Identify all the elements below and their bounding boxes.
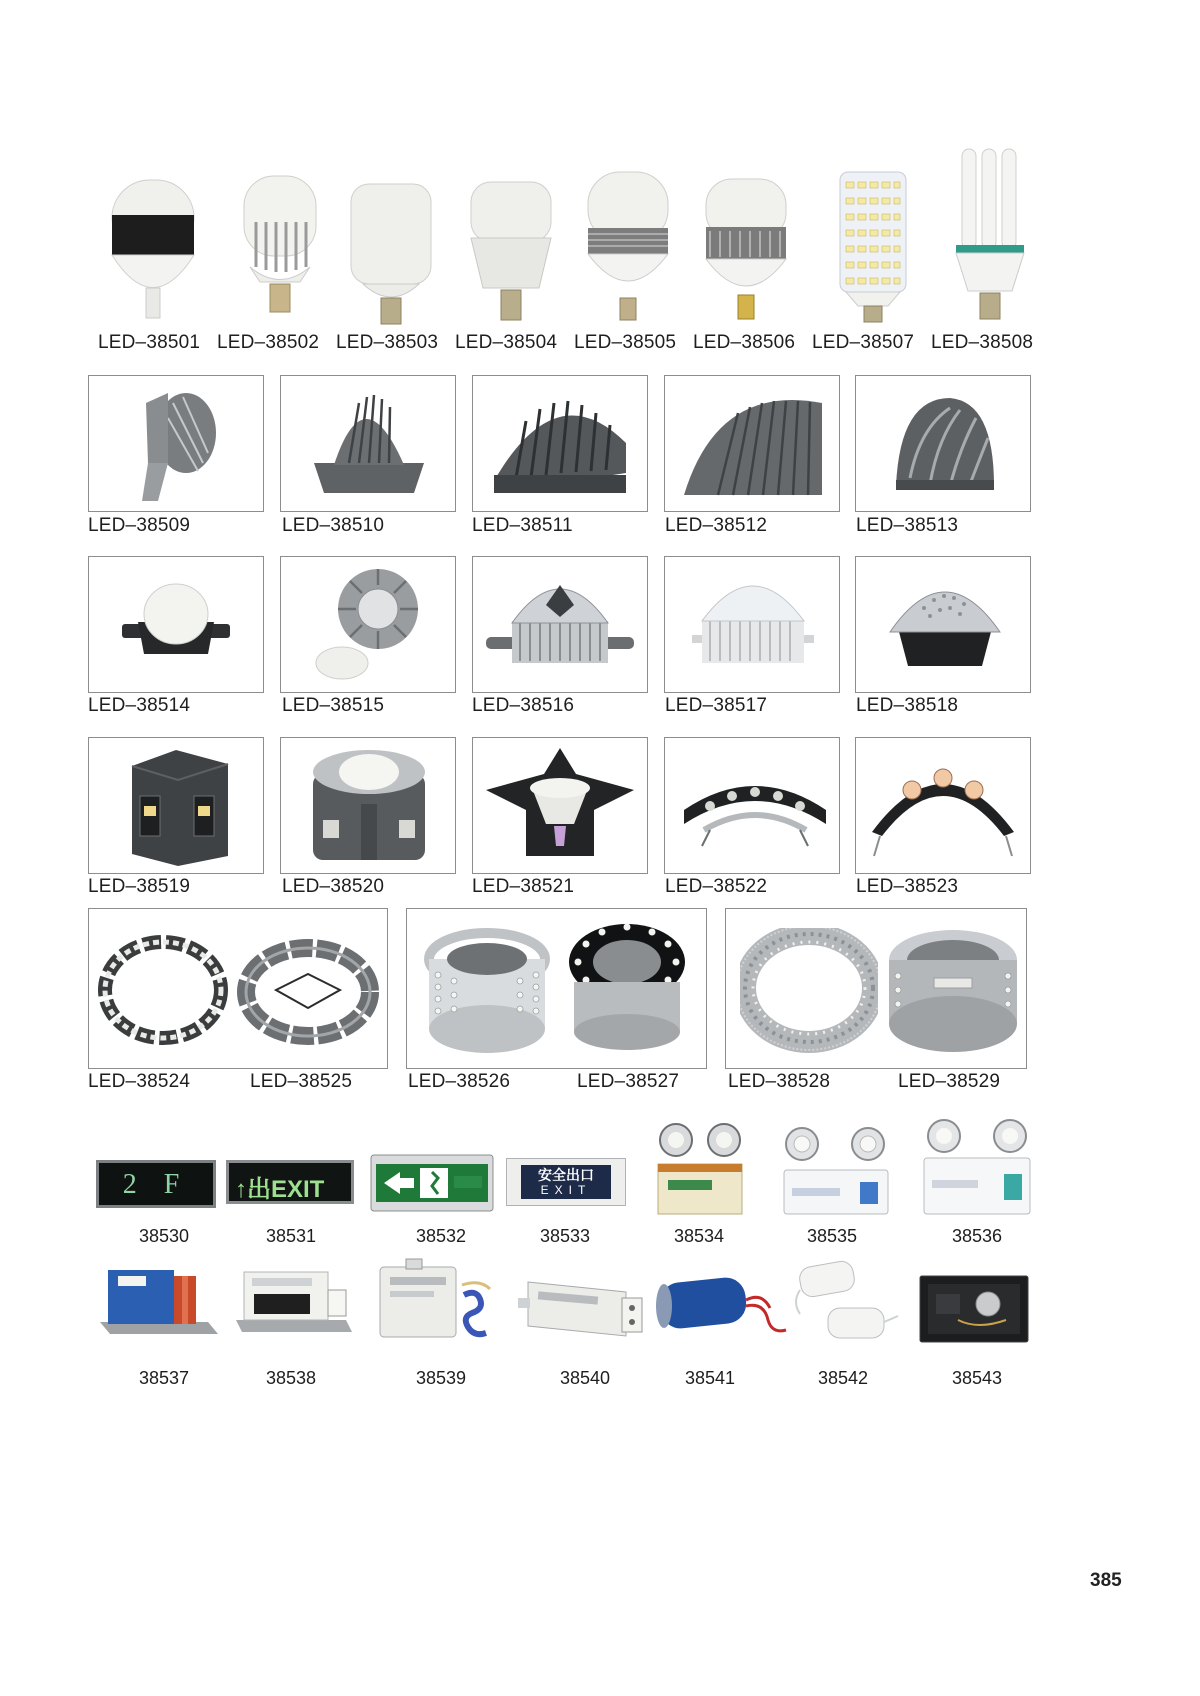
capacitor-38541-image (650, 1272, 790, 1344)
fixture-38512-image (678, 383, 828, 505)
product-code-label: LED–38520 (282, 876, 385, 897)
product-code-label: LED–38512 (665, 515, 768, 536)
product-code-label: LED–38529 (898, 1071, 1001, 1092)
fixture-38523-image (868, 760, 1018, 860)
product-code-label: LED–38509 (88, 515, 191, 536)
product-code-label: LED–38523 (856, 876, 959, 897)
ballast-code-label: 38542 (817, 1368, 869, 1388)
emergency-light-38534-image (654, 1122, 746, 1218)
ballast-code-label: 38540 (559, 1368, 611, 1388)
exit-sign-en: EXIT (540, 1183, 592, 1197)
sign-code-label: 38530 (138, 1226, 190, 1246)
product-code-label: LED–38510 (282, 515, 385, 536)
fixture-38509-image (128, 383, 228, 505)
sign-code-label: 38533 (539, 1226, 591, 1246)
fixture-38518-image (884, 568, 1006, 680)
sign-code-label: 38531 (265, 1226, 317, 1246)
product-code-label: LED–38522 (665, 876, 768, 897)
bulb-38502-image (230, 172, 330, 327)
exit-sign-38532-image (370, 1154, 494, 1212)
fixture-38521-image (482, 744, 638, 868)
bulb-38507-image (832, 168, 914, 326)
exit-sign-text: ↑出EXIT (235, 1176, 325, 1203)
bulb-38505-image (582, 168, 674, 328)
capacitor-38542-image (786, 1256, 902, 1352)
fixture-38514-image (116, 572, 236, 672)
ballast-38539-image (376, 1255, 506, 1355)
sign-code-label: 38535 (806, 1226, 858, 1246)
product-code-label: LED–38521 (472, 876, 575, 897)
bulb-code-label: LED–38506 (693, 332, 796, 353)
ring-38527-image (566, 922, 688, 1054)
product-code-label: LED–38514 (88, 695, 191, 716)
floor-sign-text: 2 F (122, 1169, 190, 1200)
ballast-code-label: 38539 (415, 1368, 467, 1388)
fixture-38517-image (684, 565, 822, 683)
exit-sign-panel (521, 1165, 611, 1199)
ballast-code-label: 38541 (684, 1368, 736, 1388)
exit-sign-zh: 安全出口 (538, 1168, 594, 1184)
ring-38524-image (96, 930, 230, 1050)
product-code-label: LED–38526 (408, 1071, 511, 1092)
product-code-label: LED–38527 (577, 1071, 680, 1092)
ballast-38537-image (98, 1262, 220, 1346)
ignitor-box-38543-image (918, 1274, 1030, 1346)
fixture-38510-image (304, 383, 434, 505)
bulb-code-label: LED–38508 (931, 332, 1034, 353)
bulb-code-label: LED–38507 (812, 332, 915, 353)
product-code-label: LED–38518 (856, 695, 959, 716)
product-code-label: LED–38513 (856, 515, 959, 536)
ballast-38540-image (514, 1272, 646, 1348)
product-code-label: LED–38517 (665, 695, 768, 716)
product-code-label: LED–38511 (472, 515, 573, 536)
ring-38526-image (424, 925, 550, 1057)
ballast-code-label: 38537 (138, 1368, 190, 1388)
page-number: 385 (1090, 1570, 1122, 1591)
ballast-code-label: 38538 (265, 1368, 317, 1388)
bulb-code-label: LED–38504 (455, 332, 558, 353)
bulb-38504-image (465, 178, 557, 328)
product-code-label: LED–38525 (250, 1071, 353, 1092)
fixture-38519-image (118, 744, 238, 868)
sign-code-label: 38532 (415, 1226, 467, 1246)
bulb-38506-image (700, 175, 792, 325)
exit-sign-38533-image (506, 1158, 626, 1206)
sign-code-label: 38536 (951, 1226, 1003, 1246)
bulb-code-label: LED–38505 (574, 332, 677, 353)
fixture-38513-image (890, 388, 1000, 500)
bulb-code-label: LED–38503 (336, 332, 439, 353)
fixture-38515-image (300, 565, 440, 683)
bulb-code-label: LED–38501 (98, 332, 201, 353)
emergency-light-38535-image (780, 1124, 892, 1220)
fixture-38522-image (680, 770, 830, 850)
product-code-label: LED–38519 (88, 876, 191, 897)
ring-38529-image (884, 922, 1022, 1056)
ballast-38538-image (232, 1260, 354, 1346)
sign-code-label: 38534 (673, 1226, 725, 1246)
product-code-label: LED–38528 (728, 1071, 831, 1092)
ballast-code-label: 38543 (951, 1368, 1003, 1388)
fixture-38520-image (305, 744, 433, 868)
bulb-38501-image (98, 170, 208, 325)
ring-38528-image (740, 928, 878, 1054)
ring-38525-image (236, 930, 380, 1050)
bulb-38503-image (345, 180, 437, 328)
fixture-38516-image (482, 565, 638, 683)
product-code-label: LED–38515 (282, 695, 385, 716)
product-code-label: LED–38516 (472, 695, 575, 716)
product-code-label: LED–38524 (88, 1071, 191, 1092)
emergency-light-38536-image (920, 1118, 1034, 1218)
floor-sign-38530-image (96, 1160, 216, 1208)
fixture-38511-image (486, 383, 636, 505)
bulb-code-label: LED–38502 (217, 332, 320, 353)
bulb-38508-image (950, 145, 1030, 327)
exit-sign-38531-image (226, 1160, 354, 1204)
